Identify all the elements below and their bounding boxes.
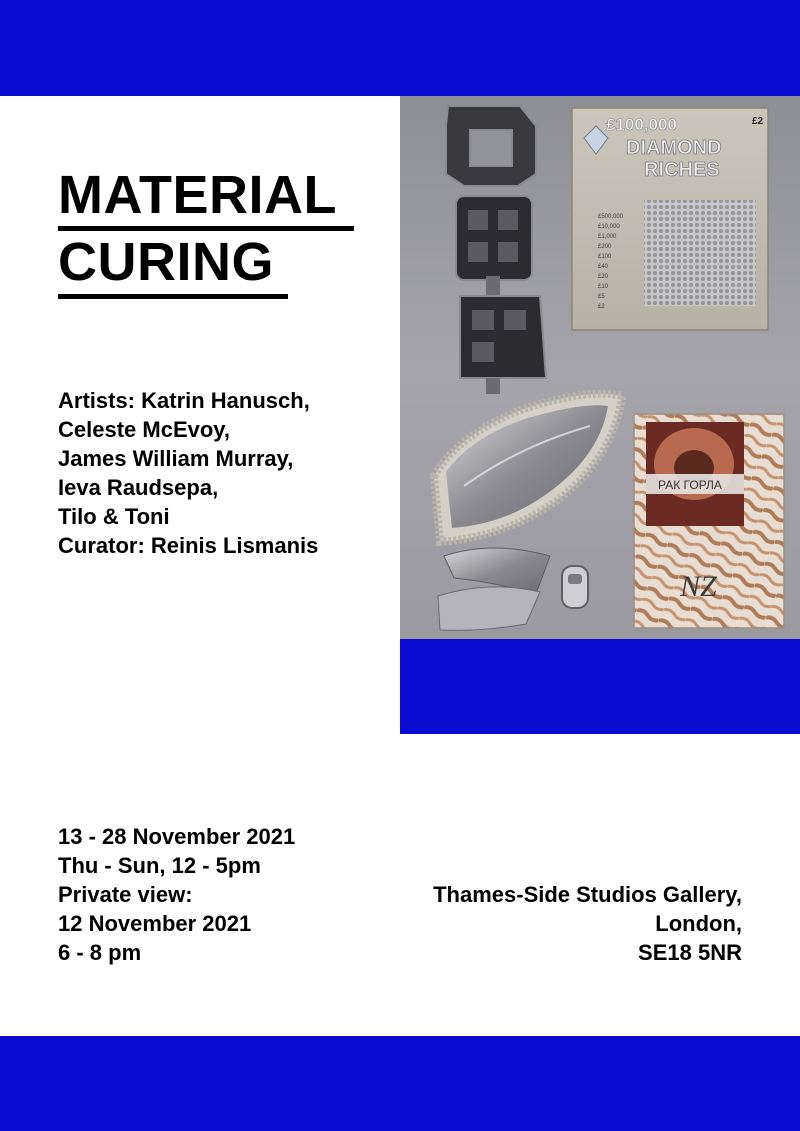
health-warning-label: РАК ГОРЛА — [658, 478, 722, 492]
opening-hours: Thu - Sun, 12 - 5pm — [58, 853, 261, 878]
pack-brand: NZ — [680, 570, 717, 603]
exhibition-dates: 13 - 28 November 2021 — [58, 824, 296, 849]
top-blue-band — [0, 0, 800, 96]
prize-row: £2 — [598, 304, 605, 310]
private-view-time: 6 - 8 pm — [58, 940, 142, 965]
prize-row: £40 — [598, 264, 609, 270]
venue-city: London, — [655, 911, 742, 936]
scratchcard-price: £2 — [752, 116, 764, 127]
prize-row: £500,000 — [598, 214, 624, 220]
artist-line: Tilo & Toni — [58, 504, 170, 529]
scratchcard-top-prize: £100,000 — [606, 115, 677, 134]
venue-address — [433, 880, 742, 967]
scratchcard — [572, 108, 768, 330]
schedule — [58, 822, 295, 967]
toy-car — [562, 566, 588, 608]
artist-line: James William Murray, — [58, 446, 294, 471]
title-underline-1 — [58, 226, 354, 231]
title-line-2: CURING — [58, 232, 274, 292]
venue-name: Thames-Side Studios Gallery, — [433, 882, 742, 907]
title-line-1: MATERIAL — [58, 165, 337, 225]
prize-row: £20 — [598, 274, 609, 280]
prize-row: £1,000 — [598, 234, 617, 240]
artwork-photo — [400, 96, 800, 639]
artist-list — [58, 386, 318, 560]
prize-row: £10,000 — [598, 224, 620, 230]
artist-line: Ieva Raudsepa, — [58, 475, 219, 500]
artist-line: Artists: Katrin Hanusch, — [58, 388, 310, 413]
prize-row: £5 — [598, 294, 605, 300]
curator-line: Curator: Reinis Lismanis — [58, 533, 319, 558]
scratchcard-title-1: DIAMOND — [626, 137, 722, 159]
artwork-blue-block — [400, 638, 800, 734]
prize-row: £100 — [598, 254, 612, 260]
cigarette-pack — [634, 414, 784, 628]
prize-row: £10 — [598, 284, 609, 290]
artist-line: Celeste McEvoy, — [58, 417, 231, 442]
prize-row: £200 — [598, 244, 612, 250]
venue-postcode: SE18 5NR — [638, 940, 742, 965]
private-view-date: 12 November 2021 — [58, 911, 252, 936]
private-view-label: Private view: — [58, 882, 193, 907]
scratch-area — [644, 200, 756, 306]
bottom-blue-band — [0, 1036, 800, 1131]
scratchcard-title-2: RICHES — [644, 159, 720, 181]
title-underline-2 — [58, 294, 288, 299]
